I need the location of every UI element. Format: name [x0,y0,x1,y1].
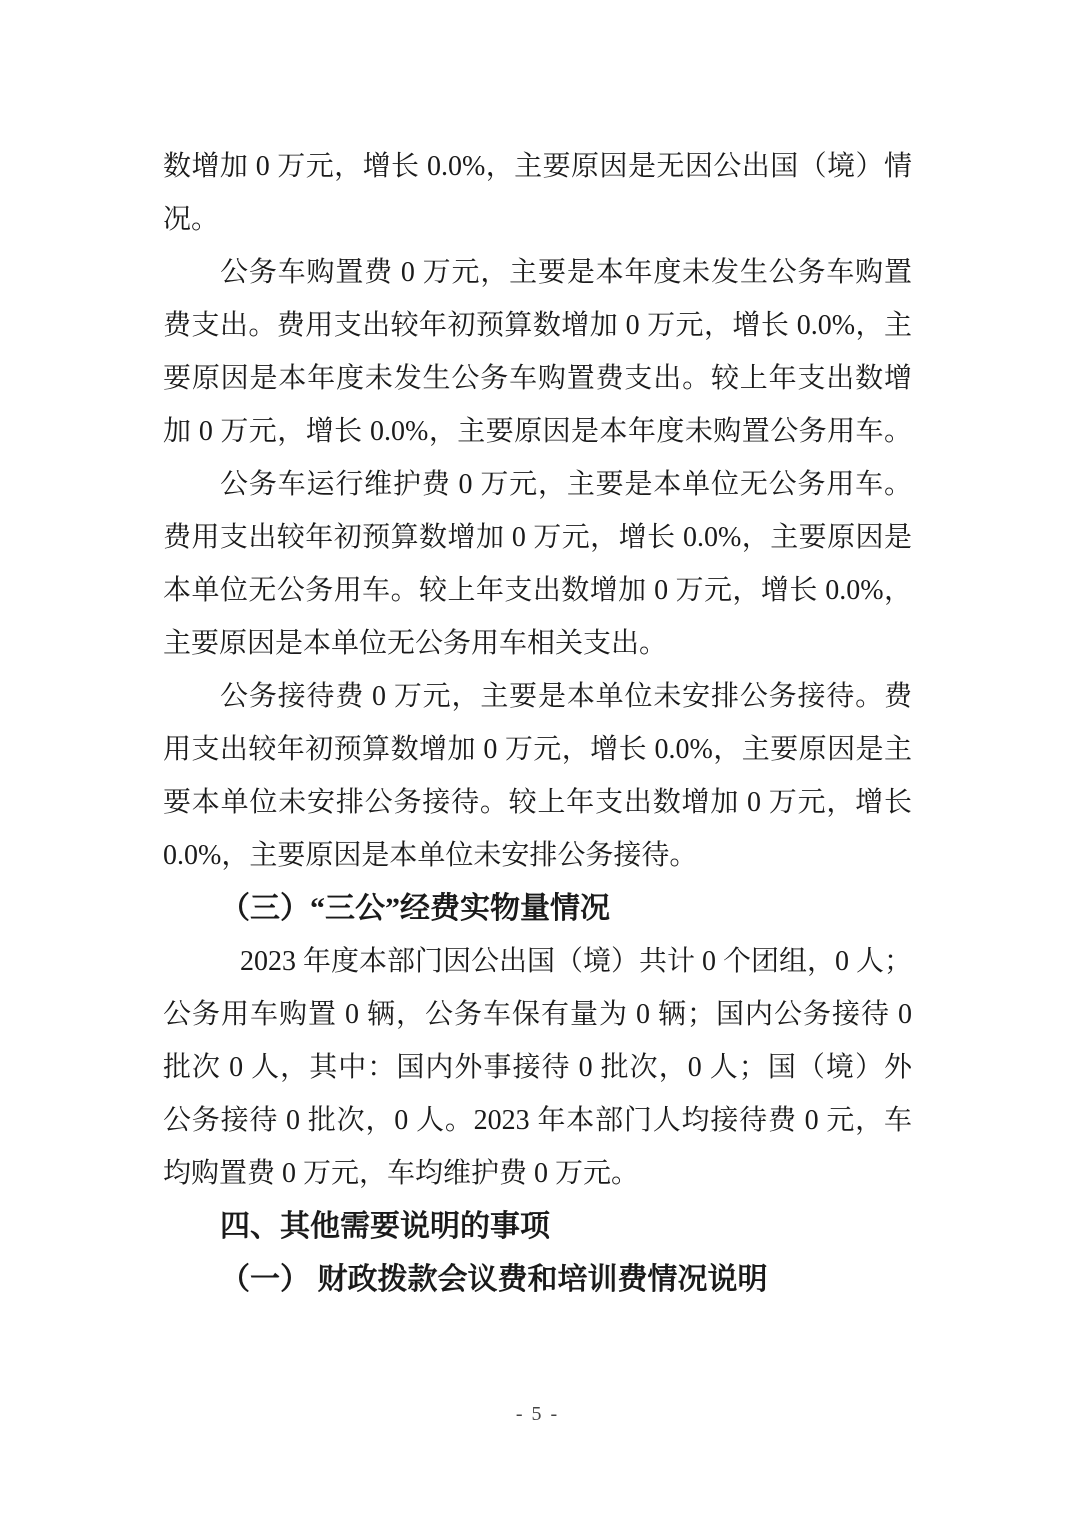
body-line-7: 公务车运行维护费 0 万元，主要是本单位无公务用车。 [220,469,912,500]
body-line-20: 均购置费 0 万元，车均维护费 0 万元。 [163,1158,640,1189]
body-line-3: 公务车购置费 0 万元，主要是本年度未发生公务车购置 [220,257,912,288]
body-line-8: 费用支出较年初预算数增加 0 万元，增长 0.0%，主要原因是 [163,522,912,553]
body-line-18: 批次 0 人，其中：国内外事接待 0 批次，0 人；国（境）外 [163,1052,912,1083]
body-line-12: 用支出较年初预算数增加 0 万元，增长 0.0%，主要原因是主 [163,734,912,765]
body-line-14: 0.0%，主要原因是本单位未安排公务接待。 [163,840,698,871]
body-line-10: 主要原因是本单位无公务用车相关支出。 [163,628,668,659]
body-line-6: 加 0 万元，增长 0.0%，主要原因是本年度未购置公务用车。 [163,416,912,447]
heading-subsection-1-meeting-training-fees: （一） 财政拨款会议费和培训费情况说明 [220,1263,768,1296]
body-line-19: 公务接待 0 批次，0 人。2023 年本部门人均接待费 0 元，车 [163,1105,912,1136]
heading-section-3-expense-physical-quantity: （三）“三公”经费实物量情况 [220,892,610,925]
body-line-5: 要原因是本年度未发生公务车购置费支出。较上年支出数增 [163,363,912,394]
body-line-17: 公务用车购置 0 辆，公务车保有量为 0 辆；国内公务接待 0 [163,999,912,1030]
body-line-13: 要本单位未安排公务接待。较上年支出数增加 0 万元，增长 [163,787,912,818]
body-line-4: 费支出。费用支出较年初预算数增加 0 万元，增长 0.0%，主 [163,310,912,341]
body-line-11: 公务接待费 0 万元，主要是本单位未安排公务接待。费 [220,681,912,712]
body-line-2: 况。 [163,204,220,235]
body-line-1: 数增加 0 万元，增长 0.0%，主要原因是无因公出国（境）情 [163,151,912,182]
heading-section-4-other-matters: 四、其他需要说明的事项 [220,1210,550,1243]
document-body [163,140,912,1306]
body-line-16: 2023 年度本部门因公出国（境）共计 0 个团组，0 人； [240,946,912,977]
body-line-9: 本单位无公务用车。较上年支出数增加 0 万元，增长 0.0%， [163,575,912,606]
page-number: - 5 - [515,1403,560,1425]
